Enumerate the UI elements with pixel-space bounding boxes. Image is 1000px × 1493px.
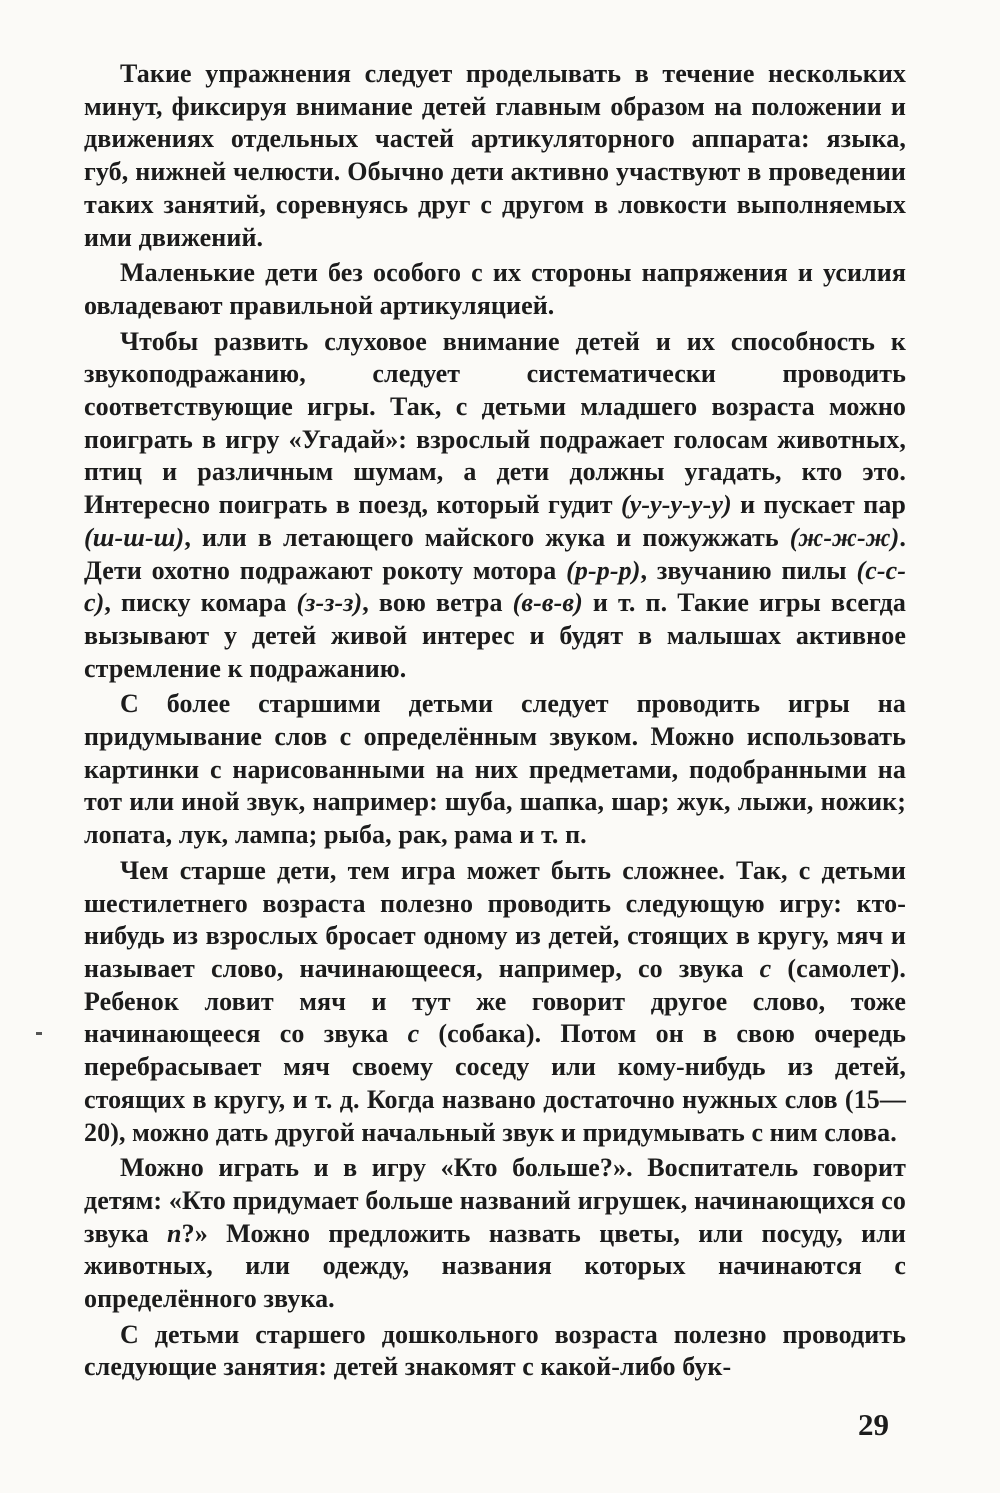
text-run: Маленькие дети без особого с их стороны напряжения и усилия овладевают правильной артикуляцией.	[84, 258, 906, 320]
paragraph	[84, 58, 906, 254]
paragraph	[84, 1152, 906, 1316]
paragraph	[84, 1319, 906, 1384]
text-run: (самолет). Ребенок ловит мяч и тут же говорит другое слово, тоже начинающееся со звука	[84, 953, 906, 1049]
italic-text: (ж-ж-ж)	[789, 522, 900, 552]
paragraph	[84, 688, 906, 852]
italic-text: (с-с-с)	[84, 555, 906, 618]
italic-text: (з-з-з)	[296, 588, 363, 618]
text-run: Чем старше дети, тем игра может быть сложнее. Так, с детьми шестилетнего возраста полезно проводить следующую игру: кто-нибудь из взрослых бросает одному из детей, стоящих в кругу, мяч и называет слово, начинающееся, например, со звука	[84, 855, 906, 983]
text-run: С более старшими детьми следует проводить игры на придумывание слов с определённым звуком. Можно использовать картинки с нарисованными на них предметами, подобранными на тот или иной звук, например: шуба, шапка, шар; жук, лыжи, ножик; лопата, лук, лампа; рыба, рак, рама и т. п.	[84, 689, 906, 850]
paragraph	[84, 326, 906, 686]
italic-text: (ш-ш-ш)	[84, 522, 185, 552]
text-run: , писку комара	[104, 588, 297, 618]
text-run: . Дети охотно подражают рокоту мотора	[84, 522, 906, 585]
text-run: , или в летающего майского жука и пожужжать	[184, 522, 790, 552]
paragraph	[84, 257, 906, 322]
italic-text: с	[407, 1019, 420, 1049]
text-run: и т. п. Такие игры всегда вызывают у детей живой интерес и будят в малышах активное стремление к подражанию.	[84, 588, 907, 683]
italic-text: (в-в-в)	[512, 588, 583, 618]
italic-text: (р-р-р)	[566, 555, 641, 585]
paragraph	[84, 855, 906, 1149]
margin-mark	[36, 1032, 42, 1035]
text-run: Такие упражнения следует проделывать в течение нескольких минут, фиксируя внимание детей главным образом на положении и движениях отдельных частей артикуляторного аппарата: языка, губ, нижней челюсти. Обычно дети активно участвуют в проведении таких занятий, соревнуясь друг с другом в ловкости выполняемых ими движений.	[84, 59, 906, 252]
text-run: , вою ветра	[362, 588, 513, 618]
italic-text: п	[167, 1218, 182, 1248]
text-run: и пускает пар	[731, 490, 906, 520]
italic-text: с	[759, 953, 772, 983]
text-run: ?» Можно предложить назвать цветы, или посуду, или животных, или одежду, названия которых начинаются с определённого звука.	[84, 1218, 906, 1314]
text-run: (собака). Потом он в свою очередь перебрасывает мяч своему соседу или кому-нибудь из детей, стоящих в кругу, и т. д. Когда названо достаточно нужных слов (15—20), можно дать другой начальный звук и придумывать с ним слова.	[84, 1019, 906, 1147]
page-number: 29	[858, 1407, 889, 1442]
text-run: С детьми старшего дошкольного возраста полезно проводить следующие занятия: детей знакомят с какой-либо бук-	[84, 1319, 906, 1382]
text-run: , звучанию пилы	[640, 555, 857, 585]
italic-text: (у-у-у-у-у)	[620, 490, 732, 520]
text-run: Чтобы развить слуховое внимание детей и их способность к звукоподражанию, следует систематически проводить соответствующие игры. Так, с детьми младшего возраста можно поиграть в игру «Угадай»: взрослый подражает голосам животных, птиц и различным шумам, а дети должны угадать, кто это. Интересно поиграть в поезд, который гудит	[84, 326, 906, 520]
body-text	[84, 58, 906, 1384]
text-run: Можно играть и в игру «Кто больше?». Воспитатель говорит детям: «Кто придумает больше названий игрушек, начинающихся со звука	[84, 1153, 906, 1248]
